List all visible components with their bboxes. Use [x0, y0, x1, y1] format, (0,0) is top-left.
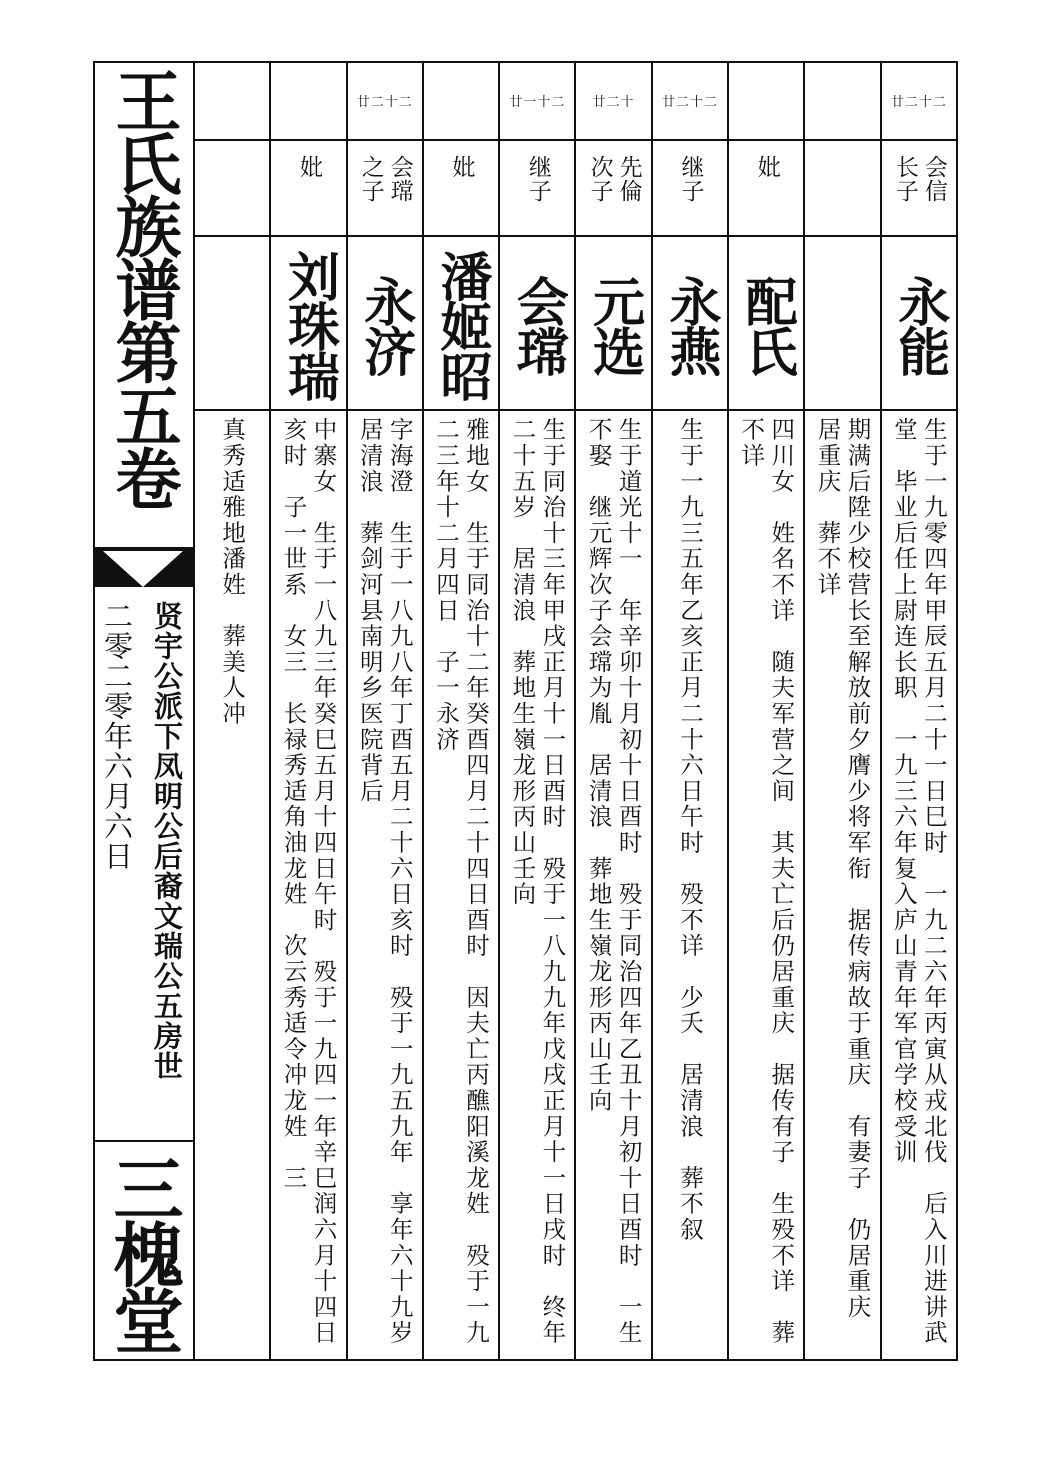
relation-text: 妣 — [448, 155, 475, 179]
generation-text: 廿二十 — [592, 94, 635, 110]
relation-cell — [424, 143, 498, 235]
biography-cell — [195, 417, 269, 1357]
hall-name: 三槐堂 — [102, 1153, 185, 1351]
relation-cell — [195, 143, 269, 235]
biography-text: 真秀适雅地潘姓 葬美人冲 — [218, 417, 247, 727]
book-title: 王氏族谱第五卷 — [104, 67, 182, 508]
generation-mark — [271, 61, 345, 139]
relation-cell — [805, 143, 879, 235]
relation-cell — [348, 143, 422, 235]
biography-text: 生于一九三五年乙亥正月二十六日午时 殁不详 少夭 居清浪 葬不叙 — [675, 417, 704, 1243]
person-name: 刘珠瑞 — [278, 250, 340, 400]
name-cell — [729, 241, 803, 409]
generation-mark — [577, 61, 651, 139]
biography-text: 生于同治十三年甲戌正月十一日酉时 殁于一八九九年戊戌正月十一日戌时 终年二十五岁 居清浪 葬地生嶺龙形丙山壬向 — [508, 417, 567, 1346]
person-name: 会瑺 — [507, 275, 569, 375]
biography-cell — [653, 417, 727, 1357]
generation-mark — [805, 61, 879, 139]
person-name: 永济 — [354, 275, 416, 375]
biography-cell — [577, 417, 651, 1357]
biography-text: 中寨女 生于一八九三年癸巳五月十四日午时 殁于一九四一年辛巳润六月十四日亥时 子一世系 女三 长禄秀适角油龙姓 次云秀适令冲龙姓 三 — [279, 417, 338, 1346]
entry-column — [195, 61, 271, 1361]
entry-column — [805, 61, 881, 1361]
biography-cell — [424, 417, 498, 1357]
generation-text: 廿一十二 — [509, 94, 566, 110]
generation-mark — [195, 61, 269, 139]
person-name: 永燕 — [659, 275, 721, 375]
person-name: 配氏 — [736, 275, 798, 375]
compile-date: 二零二零年六月六日 — [100, 601, 134, 871]
relation-text: 继子 — [677, 155, 704, 203]
person-name: 潘姬昭 — [431, 250, 493, 400]
generation-text: 廿二十二 — [356, 94, 413, 110]
generation-text: 廿二十二 — [661, 94, 718, 110]
title-column — [93, 61, 195, 1361]
entry-column — [653, 61, 729, 1361]
biography-cell — [271, 417, 345, 1357]
person-name: 永能 — [888, 275, 950, 375]
entry-column — [729, 61, 805, 1361]
biography-text: 生于道光十一 年辛卯十月初十日酉时 殁于同治四年乙丑十月初十日酉时 一生不娶 继元辉次子会瑺为胤 居清浪 葬地生嶺龙形丙山壬向 — [584, 417, 643, 1346]
relation-cell — [653, 143, 727, 235]
name-cell — [577, 241, 651, 409]
relation-text: 妣 — [295, 155, 322, 179]
person-name: 元选 — [583, 275, 645, 375]
generation-mark — [653, 61, 727, 139]
relation-cell — [271, 143, 345, 235]
entry-column — [577, 61, 653, 1361]
relation-text: 先倫次子 — [586, 155, 642, 203]
generation-mark — [882, 61, 956, 139]
relation-cell — [882, 143, 956, 235]
name-cell — [653, 241, 727, 409]
generation-mark — [500, 61, 574, 139]
name-cell — [424, 241, 498, 409]
relation-text: 继子 — [524, 155, 551, 203]
relation-cell — [577, 143, 651, 235]
biography-cell — [805, 417, 879, 1357]
biography-text: 期满后陞少校营长至解放前夕膺少将军衔 据传病故于重庆 有妻子 仍居重庆 居重庆 葬不详 — [813, 417, 872, 1346]
biography-cell — [882, 417, 956, 1357]
biography-cell — [348, 417, 422, 1372]
generation-mark — [424, 61, 498, 139]
entry-column — [882, 61, 958, 1361]
relation-cell — [500, 143, 574, 235]
biography-text: 字海澄 生于一八九八年丁酉五月二十六日亥时 殁于一九五九年 享年六十九岁 居清浪 葬剑河县南明乡医院背后 — [355, 417, 414, 1372]
biography-text: 雅地女 生于同治十二年癸酉四月二十四日酉时 因夫亡丙醮阳溪龙姓 殁于一九二三年十二月四日 子一永济 — [432, 417, 491, 1346]
entry-column — [271, 61, 347, 1361]
name-cell — [805, 241, 879, 409]
relation-text: 会信长子 — [891, 155, 947, 203]
name-cell — [271, 241, 345, 409]
relation-text: 妣 — [753, 155, 780, 179]
relation-cell — [729, 143, 803, 235]
entry-column — [424, 61, 500, 1361]
divider — [93, 1140, 193, 1142]
generation-mark — [348, 61, 422, 139]
branch-lineage-text: 贤宇公派下凤明公后裔文瑞公五房世 — [150, 601, 184, 1081]
name-cell — [348, 241, 422, 409]
name-cell — [882, 241, 956, 409]
biography-text: 生于一九零四年甲辰五月二十一日巳时 一九二六年丙寅从戎北伐 后入川进讲武堂 毕业后任上尉连长职 一九三六年复入庐山青年军官学校受训 — [889, 417, 948, 1346]
generation-mark — [729, 61, 803, 139]
entry-column — [500, 61, 576, 1361]
generation-text: 廿二十二 — [890, 94, 947, 110]
entry-column — [348, 61, 424, 1372]
biography-cell — [500, 417, 574, 1357]
biography-text: 四川女 姓名不详 随夫军营之间 其夫亡后仍居重庆 据传有子 生殁不详 葬不详 — [737, 417, 796, 1346]
biography-cell — [729, 417, 803, 1357]
relation-text: 会瑺之子 — [357, 155, 413, 203]
name-cell — [500, 241, 574, 409]
name-cell — [195, 241, 269, 409]
ornament-triangle — [103, 551, 183, 587]
